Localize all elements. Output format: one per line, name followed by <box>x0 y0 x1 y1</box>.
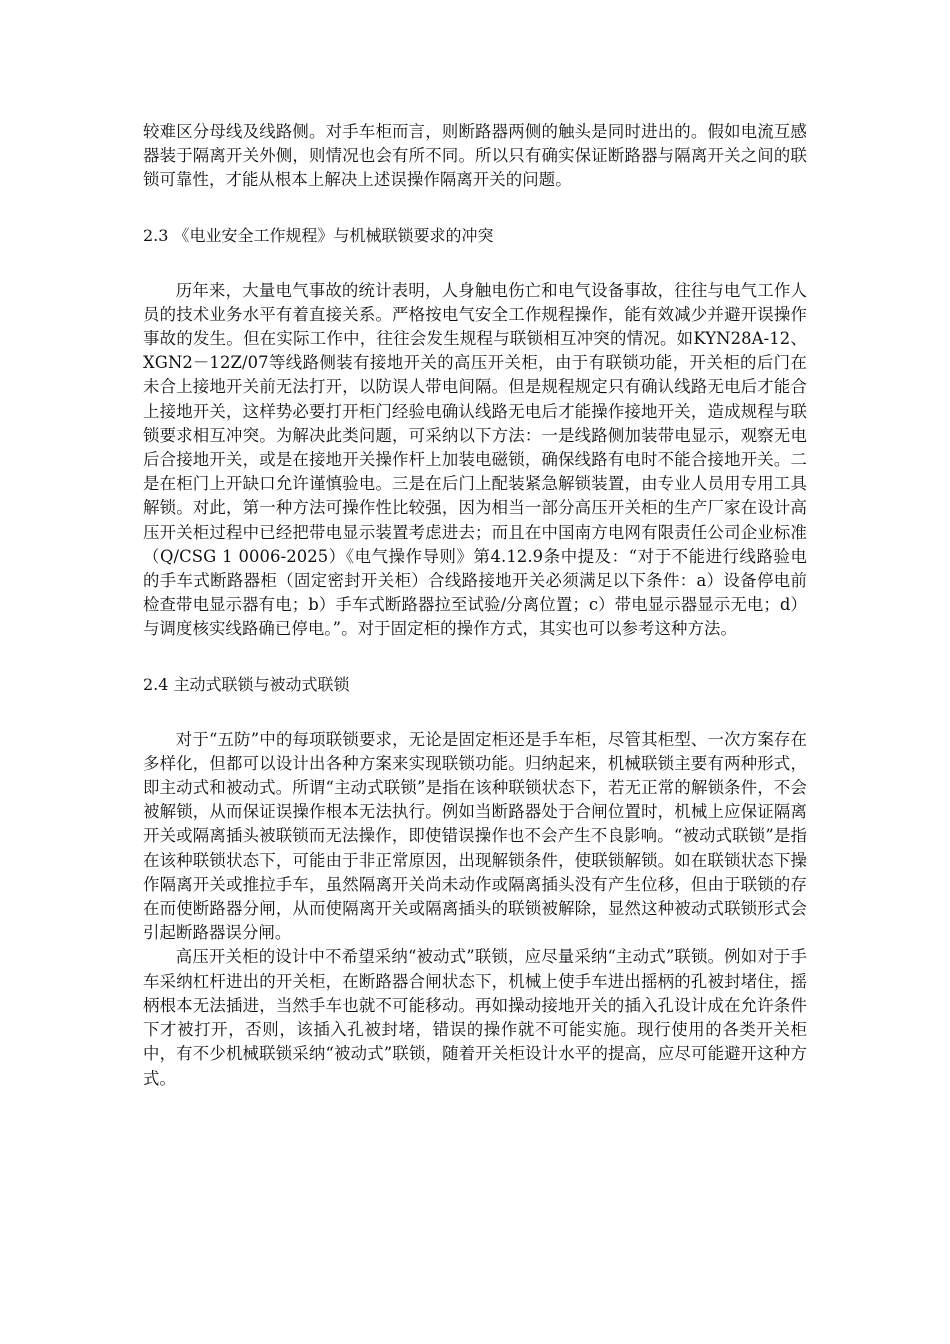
section-heading-2-3: 2.3 《电业安全工作规程》与机械联锁要求的冲突 <box>143 225 494 245</box>
paragraph-design-preference: 高压开关柜的设计中不希望采纳“被动式”联锁，应尽量采纳“主动式”联锁。例如对于手车采纳杠杆进出的开关柜，在断路器合闸状态下，机械上使手车进出摇柄的孔被封堵住，摇柄根本无法插进，当然手车也就不可能移动。再如操动接地开关的插入孔设计成在允许条件下才被打开，否则，该插入孔被封堵，错误的操作就不可能实施。现行使用的各类开关柜中，有不少机械联锁采纳“被动式”联锁，随着开关柜设计水平的提高，应尽可能避开这种方式。 <box>143 947 807 1088</box>
paragraph-safety-rules: 历年来，大量电气事故的统计表明，人身触电伤亡和电气设备事故，往往与电气工作人员的技术业务水平有着直接关系。严格按电气安全工作规程操作，能有效减少并避开误操作事故的发生。但在实际工作中，往往会发生规程与联锁相互冲突的情况。如KYN28A-12、XGN2－12Z/07等线路侧装有接地开关的高压开关柜，由于有联锁功能，开关柜的后门在未合上接地开关前无法打开，以防误人带电间隔。但是规程规定只有确认线路无电后才能合上接地开关，这样势必要打开柜门经验电确认线路无电后才能操作接地开关，造成规程与联锁要求相互冲突。为解决此类问题，可采纳以下方法：一是线路侧加装带电显示，观察无电后合接地开关，或是在接地开关操作杆上加装电磁锁，确保线路有电时不能合接地开关。二是在柜门上开缺口允许谨慎验电。三是在后门上配装紧急解锁装置，由专业人员用专用工具解锁。对此，第一种方法可操作性比较强，因为相当一部分高压开关柜的生产厂家在设计高压开关柜过程中已经把带电显示装置考虑进去；而且在中国南方电网有限责任公司企业标准（Q/CSG 1 0006-2025）《电气操作导则》第4.12.9条中提及：“对于不能进行线路验电的手车式断路器柜（固定密封开关柜）合线路接地开关必须满足以下条件：a）设备停电前检查带电显示器有电；b）手车式断路器拉至试验/分离位置；c）带电显示器显示无电；d）与调度核实线路确已停电。”。对于固定柜的操作方式，其实也可以参考这种方法。 <box>143 280 807 639</box>
document-page <box>143 120 807 1091</box>
section-heading-2-4: 2.4 主动式联锁与被动式联锁 <box>143 674 350 694</box>
paragraph-intro: 较难区分母线及线路侧。对手车柜而言，则断路器两侧的触头是同时进出的。假如电流互感器装于隔离开关外侧，则情况也会有所不同。所以只有确实保证断路器与隔离开关之间的联锁可靠性，才能从根本上解决上述误操作隔离开关的问题。 <box>143 122 807 190</box>
paragraph-interlock-types: 对于“五防”中的每项联锁要求，无论是固定柜还是手车柜，尽管其柜型、一次方案存在多样化，但都可以设计出各种方案来实现联锁功能。归纳起来，机械联锁主要有两种形式，即主动式和被动式。所谓“主动式联锁”是指在该种联锁状态下，若无正常的解锁条件，不会被解锁，从而保证误操作根本无法执行。例如当断路器处于合闸位置时，机械上应保证隔离开关或隔离插头被联锁而无法操作，即使错误操作也不会产生不良影响。“被动式联锁”是指在该种联锁状态下，可能由于非正常原因，出现解锁条件，使联锁解锁。如在联锁状态下操作隔离开关或推拉手车，虽然隔离开关尚未动作或隔离插头没有产生位移，但由于联锁的存在而使断路器分闸，从而使隔离开关或隔离插头的联锁被解除，显然这种被动式联锁形式会引起断路器误分闸。 <box>143 729 807 943</box>
